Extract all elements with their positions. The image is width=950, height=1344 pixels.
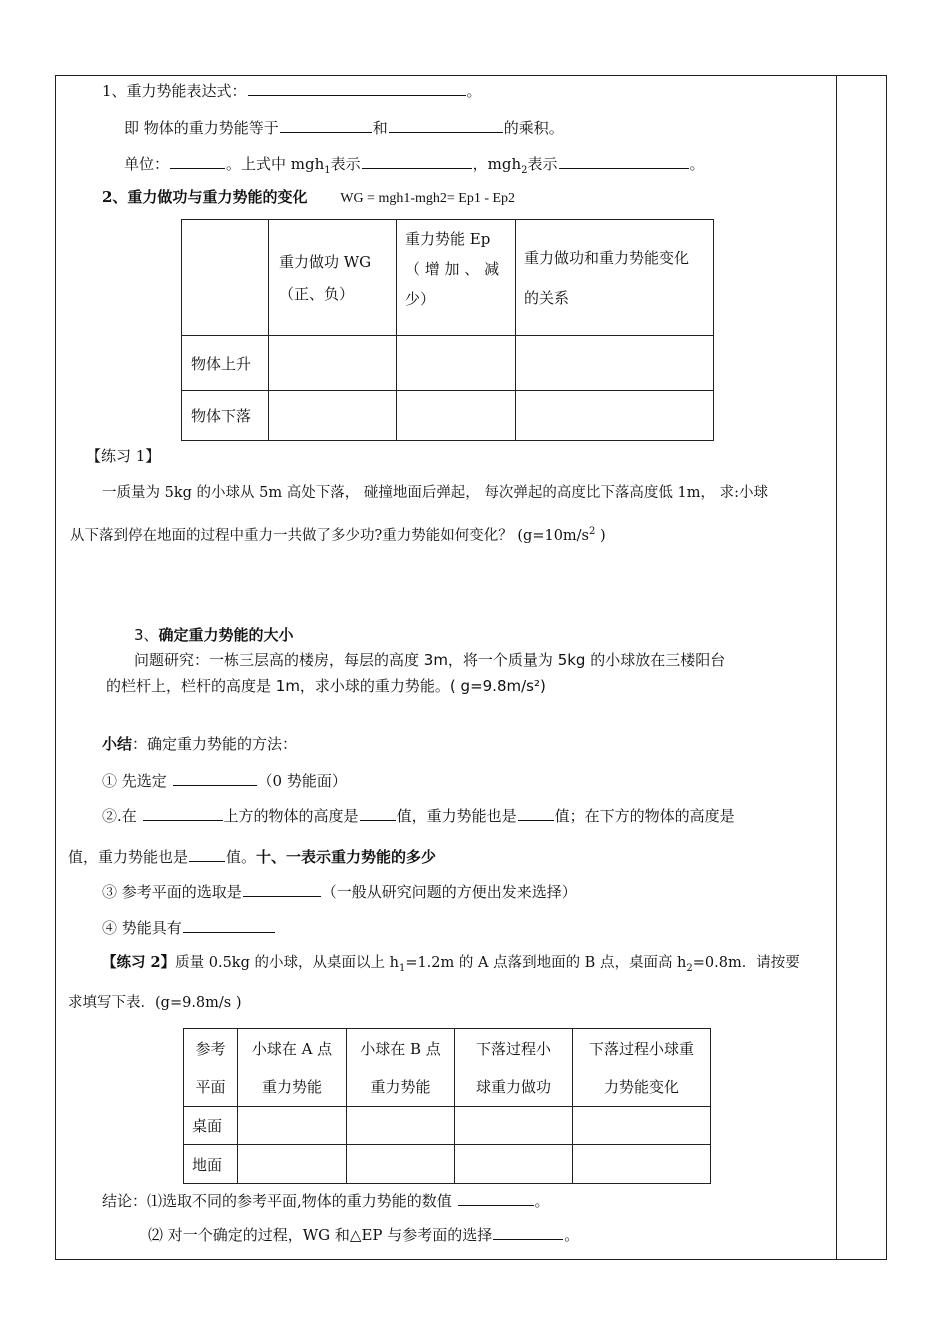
summary-line: 小结：确定重力势能的方法： — [102, 735, 298, 753]
table2-cell[interactable] — [238, 1145, 347, 1184]
conclusion-line-1: 结论：⑴选取不同的参考平面,物体的重力势能的数值 。 — [102, 1192, 550, 1210]
section2-heading: 2、重力做功与重力势能的变化 WG = mgh1-mgh2= Ep1 - Ep2 — [102, 188, 516, 206]
factor1-blank[interactable] — [280, 117, 372, 133]
table2-cell[interactable] — [573, 1107, 711, 1145]
row-label-desk: 桌面 — [184, 1107, 238, 1145]
table1-cell[interactable] — [516, 336, 714, 391]
property-blank[interactable] — [183, 917, 275, 933]
table1-header-relation: 重力做功和重力势能变化 的关系 — [516, 220, 714, 336]
table2-header-work: 下落过程小 球重力做功 — [455, 1029, 573, 1107]
table1-cell[interactable] — [269, 336, 397, 391]
energy-sign-blank[interactable] — [518, 805, 554, 821]
table2-header-b: 小球在 B 点 重力势能 — [347, 1029, 455, 1107]
summary-item-2-cont: 值，重力势能也是 值。十、一表示重力势能的多少 — [68, 848, 437, 866]
work-energy-table — [181, 219, 714, 441]
conclusion-line-2: ⑵ 对一个确定的过程，WG 和△EP 与参考面的选择 。 — [148, 1226, 580, 1244]
factor2-blank[interactable] — [389, 117, 503, 133]
section3-problem-1: 问题研究：一栋三层高的楼房，每层的高度 3m，将一个质量为 5kg 的小球放在三楼阳台 — [134, 651, 726, 669]
section3-heading: 3、确定重力势能的大小 — [134, 626, 294, 644]
table2-cell[interactable] — [347, 1145, 455, 1184]
unit-blank[interactable] — [170, 153, 225, 169]
table-row — [182, 391, 714, 441]
row-label-rise: 物体上升 — [182, 336, 269, 391]
relation-blank[interactable] — [493, 1224, 563, 1240]
summary-item-2: ②.在 上方的物体的高度是 值，重力势能也是 值；在下方的物体的高度是 — [102, 807, 735, 825]
table2-cell[interactable] — [573, 1145, 711, 1184]
height-sign-blank[interactable] — [360, 805, 396, 821]
summary-item-1: ① 先选定 （0 势能面） — [102, 772, 347, 790]
table2-cell[interactable] — [347, 1107, 455, 1145]
selection-blank[interactable] — [243, 881, 321, 897]
product-line: 即 物体的重力势能等于 和 的乘积。 — [124, 119, 564, 137]
exercise1-text-1: 一质量为 5kg 的小球从 5m 高处下落， 碰撞地面后弹起， 每次弹起的高度比下落高度低 1m， 求:小球 — [102, 485, 768, 501]
reference-plane-blank[interactable] — [173, 770, 257, 786]
reference-plane-table — [183, 1028, 711, 1184]
table2-cell[interactable] — [455, 1145, 573, 1184]
table2-cell[interactable] — [238, 1107, 347, 1145]
table1-header-energy: 重力势能 Ep （ 增 加 、 减 少） — [397, 220, 516, 336]
table-row — [182, 336, 714, 391]
work-energy-formula: WG = mgh1-mgh2= Ep1 - Ep2 — [340, 191, 516, 206]
expression-line: 1、重力势能表达式： 。 — [102, 82, 482, 100]
mgh2-blank[interactable] — [559, 153, 689, 169]
unit-line: 单位： 。上式中 mgh$_1$表示 ，mgh$_2$表示 。 — [124, 155, 705, 176]
table1-corner-cell — [182, 220, 269, 336]
above-plane-blank[interactable] — [143, 805, 223, 821]
table2-header-change: 下落过程小球重 力势能变化 — [573, 1029, 711, 1107]
exercise1-label: 【练习 1】 — [86, 447, 161, 465]
table1-header-work: 重力做功 WG （正、负） — [269, 220, 397, 336]
table1-cell[interactable] — [269, 391, 397, 441]
table1-cell[interactable] — [397, 391, 516, 441]
mgh1-blank[interactable] — [362, 153, 472, 169]
exercise2-text-1: 【练习 2】质量 0.5kg 的小球，从桌面以上 $h_1=1.2m$ 的 A 点落到地面的 B 点，桌面高 $h_2=0.8m$．请按要 — [102, 954, 800, 974]
section3-problem-2: 的栏杆上，栏杆的高度是 1m，求小球的重力势能。( g=9.8m/s²) — [106, 677, 546, 695]
summary-item-3: ③ 参考平面的选取是 （一般从研究问题的方便出发来选择） — [102, 883, 577, 901]
table1-cell[interactable] — [516, 391, 714, 441]
table-row — [184, 1145, 711, 1184]
table1-cell[interactable] — [397, 336, 516, 391]
row-label-fall: 物体下落 — [182, 391, 269, 441]
below-energy-blank[interactable] — [189, 846, 225, 862]
table2-header-a: 小球在 A 点 重力势能 — [238, 1029, 347, 1107]
exercise1-text-2: 从下落到停在地面的过程中重力一共做了多少功?重力势能如何变化？ ($g=10m/s^2$ ) — [70, 526, 606, 544]
right-column-divider — [836, 75, 837, 1260]
table-row — [184, 1107, 711, 1145]
expression-blank[interactable] — [248, 80, 466, 96]
row-label-ground: 地面 — [184, 1145, 238, 1184]
table2-cell[interactable] — [455, 1107, 573, 1145]
value-blank[interactable] — [458, 1190, 534, 1206]
summary-item-4: ④ 势能具有 — [102, 917, 276, 938]
exercise2-text-2: 求填写下表．(g=9.8m/s ) — [68, 995, 242, 1011]
table2-header-plane: 参考 平面 — [184, 1029, 238, 1107]
